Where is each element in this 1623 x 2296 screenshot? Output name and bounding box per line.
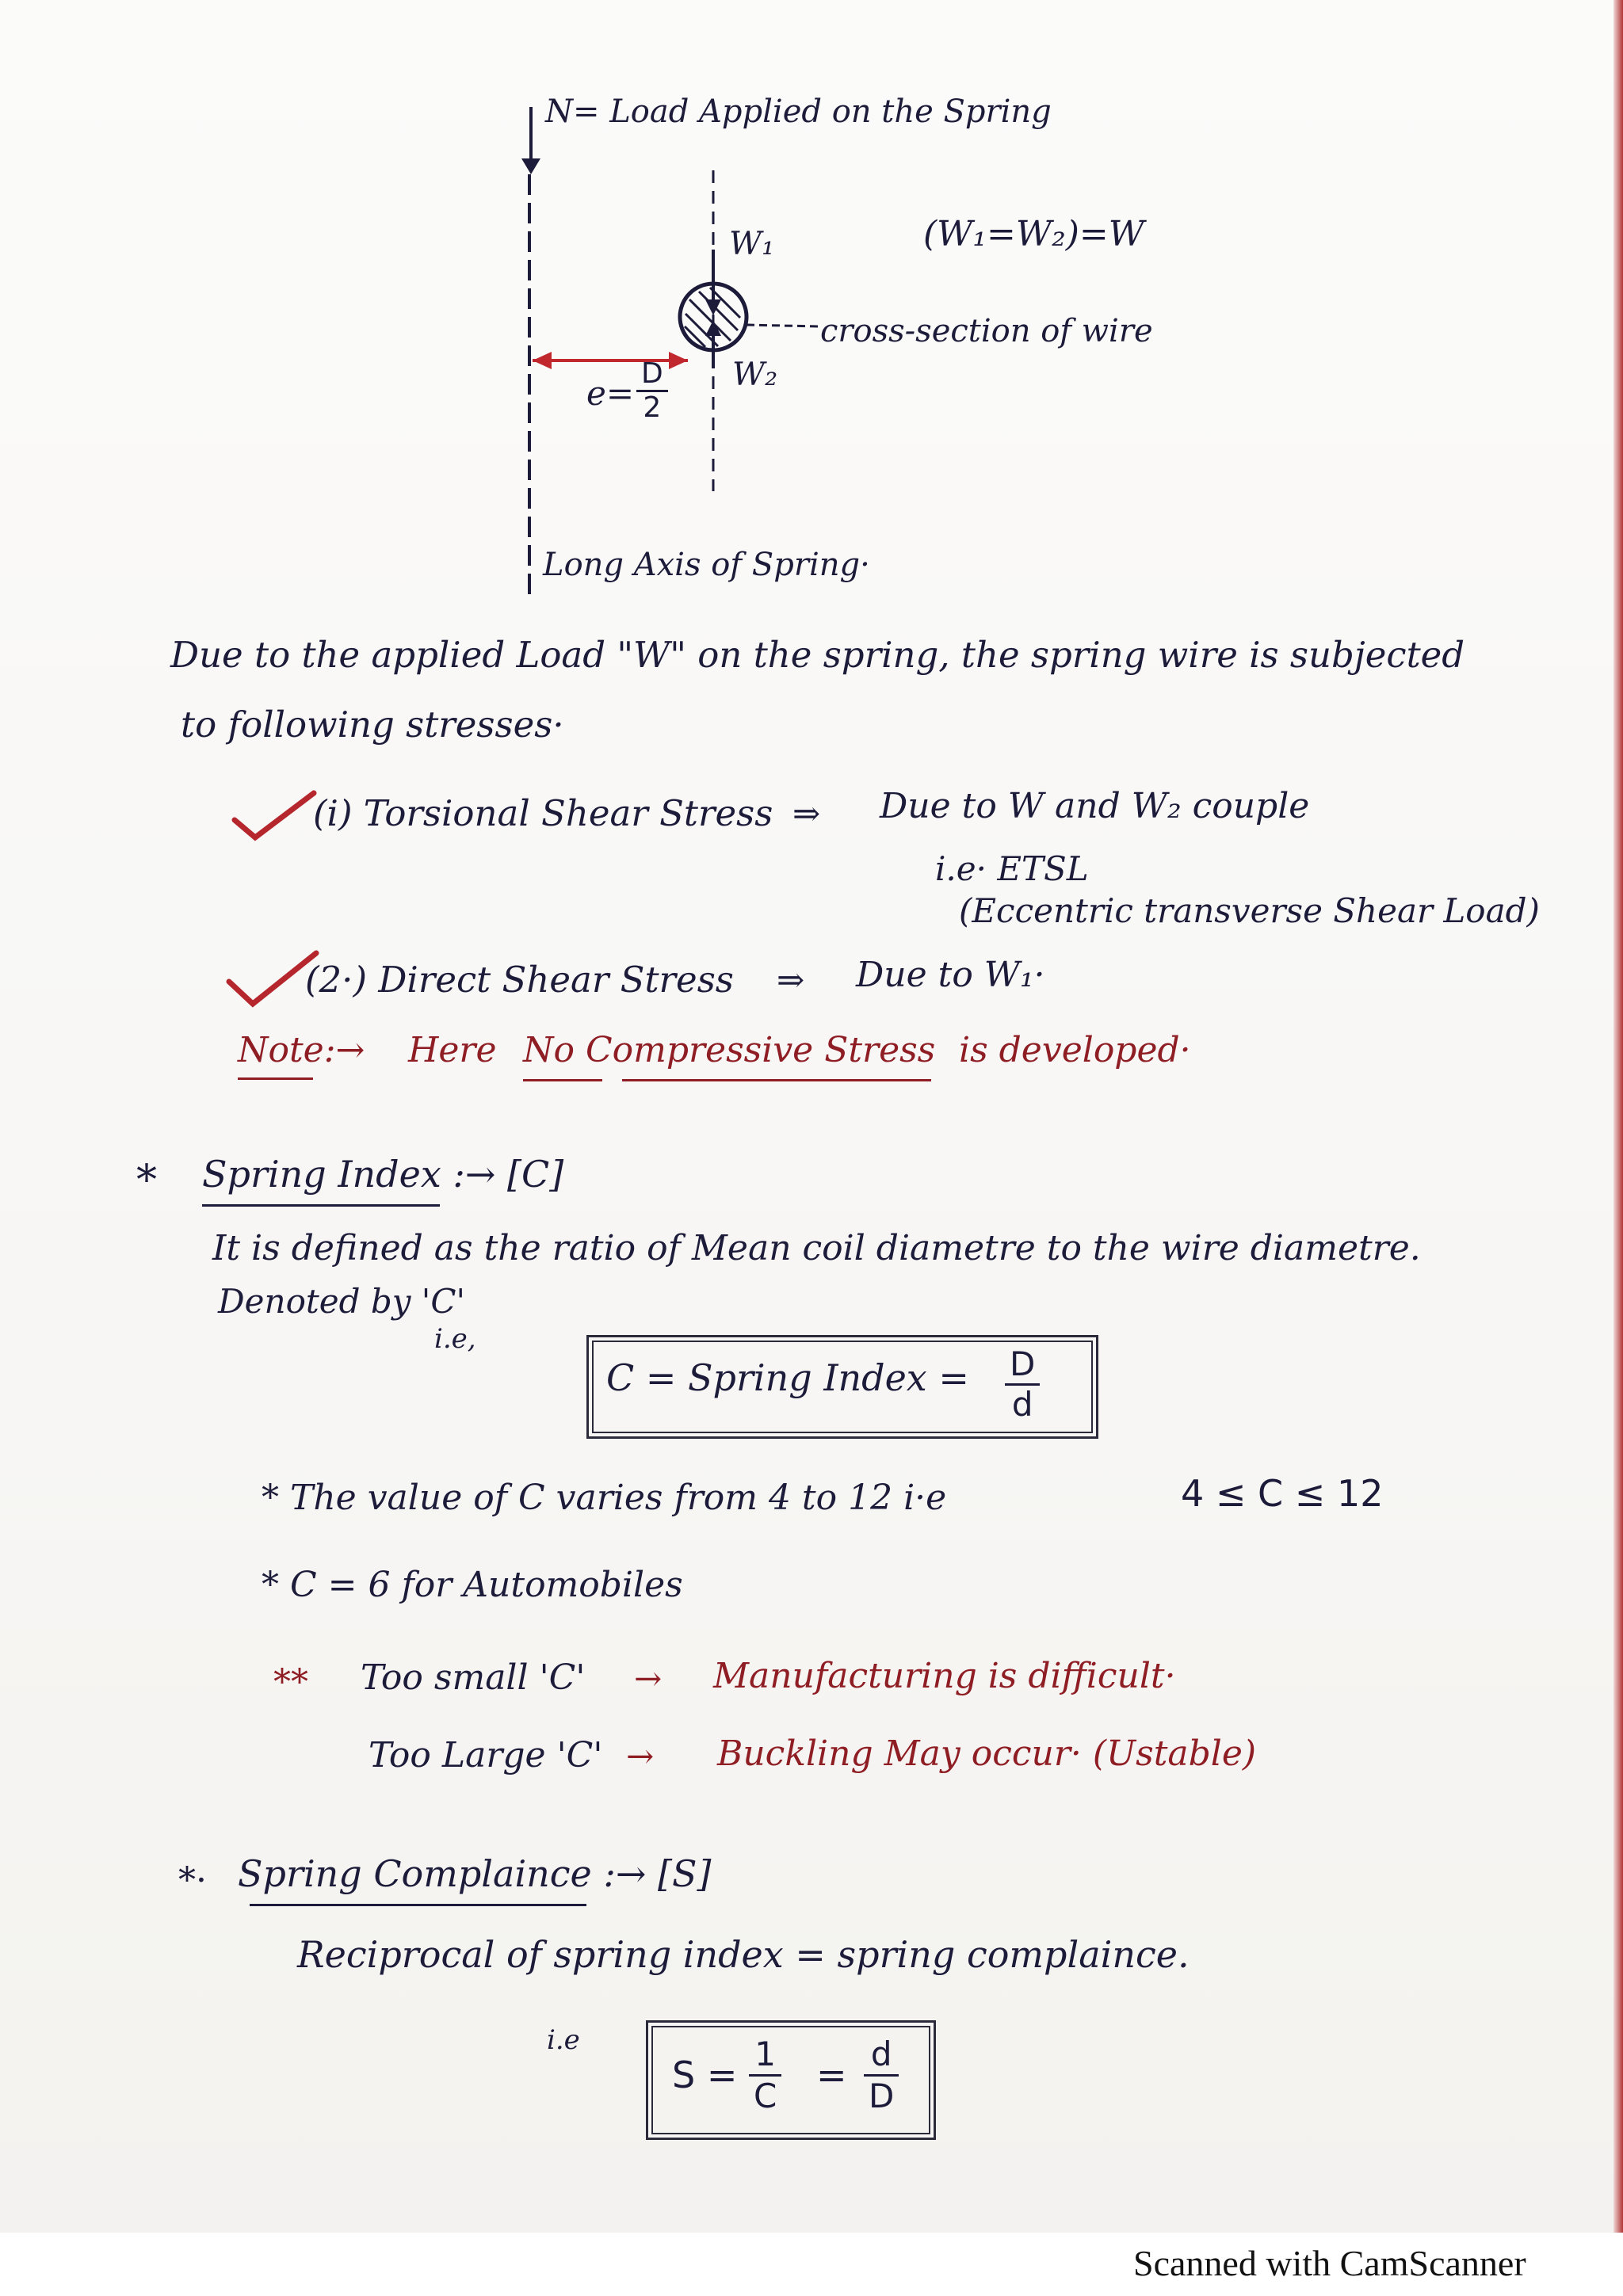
intro-line-2: to following stresses· — [181, 704, 564, 746]
note-text-b: No Compressive Stress — [523, 1030, 936, 1070]
stress-2-cause: Due to W₁· — [856, 955, 1045, 995]
compliance-bullet: *· — [178, 1860, 207, 1901]
spring-diagram — [475, 95, 1189, 618]
spring-index-heading-underline — [202, 1204, 440, 1207]
compliance-heading-underline — [250, 1904, 586, 1906]
note-underline — [238, 1077, 313, 1080]
compliance-formula-eq: = — [816, 2054, 847, 2096]
note-emphasis-underline-2 — [622, 1079, 931, 1081]
stress-1-label: (i) Torsional Shear Stress — [313, 792, 773, 834]
spring-index-formula-lhs: C = Spring Index = — [606, 1356, 969, 1399]
too-small-bullet: ** — [273, 1662, 308, 1703]
compliance-ie: i.e — [547, 2024, 580, 2056]
note-text-a: Here — [408, 1030, 497, 1070]
compliance-fraction-2: $\frac{d}{D}$ — [864, 2035, 899, 2116]
spring-index-bullet: * — [136, 1157, 157, 1204]
too-large-arrow: → — [626, 1737, 655, 1775]
load-label: N= Load Applied on the Spring — [545, 93, 1052, 130]
page-edge-shadow — [1613, 0, 1623, 2296]
too-large-effect: Buckling May occur· (Ustable) — [717, 1733, 1257, 1774]
eccentricity-arrow-right — [669, 352, 688, 369]
spring-index-denoted: Denoted by 'C' — [218, 1282, 466, 1321]
cross-section-label: cross-section of wire — [820, 313, 1153, 349]
equal-loads-label: (W₁=W₂)=W — [923, 214, 1145, 254]
cross-section-leader — [747, 325, 818, 326]
too-small-arrow: → — [634, 1659, 663, 1698]
note-label: Note:→ — [238, 1030, 365, 1070]
w2-label: W₂ — [732, 357, 778, 393]
stress-1-ie: i.e· ETSL — [935, 849, 1089, 888]
stress-2-label: (2·) Direct Shear Stress — [305, 959, 734, 1001]
stress-1-expansion: (Eccentric transverse Shear Load) — [959, 891, 1540, 930]
note-emphasis-underline-1 — [523, 1079, 602, 1081]
spring-index-ie: i.e, — [434, 1323, 476, 1355]
long-axis-label: Long Axis of Spring· — [543, 547, 870, 583]
spring-index-definition: It is defined as the ratio of Mean coil diametre to the wire diametre. — [212, 1228, 1421, 1268]
too-small-label: Too small 'C' — [361, 1657, 586, 1698]
compliance-definition: Reciprocal of spring index = spring complaince. — [297, 1933, 1190, 1976]
load-arrowhead — [521, 158, 540, 174]
compliance-heading: Spring Complaince :→ [S] — [238, 1852, 712, 1895]
too-large-label: Too Large 'C' — [369, 1735, 603, 1775]
check-mark-icon — [231, 788, 319, 844]
stress-1-arrow: ⇒ — [792, 794, 821, 833]
w1-label: W₁ — [729, 226, 775, 262]
spring-index-range: * The value of C varies from 4 to 12 i·e — [262, 1478, 947, 1518]
intro-line-1: Due to the applied Load "W" on the spring, the spring wire is subjected — [170, 634, 1465, 676]
spring-index-formula-fraction: $\frac{D}{d}$ — [1005, 1345, 1040, 1424]
stress-1-cause: Due to W and W₂ couple — [880, 786, 1310, 826]
stress-2-arrow: ⇒ — [777, 960, 805, 999]
compliance-formula-s: S = — [672, 2054, 738, 2096]
spring-index-automobiles: * C = 6 for Automobiles — [262, 1565, 683, 1605]
eccentricity-label: e= — [586, 374, 635, 413]
scanner-watermark: Scanned with CamScanner — [1133, 2243, 1526, 2283]
spring-index-range-math: 4 ≤ C ≤ 12 — [1181, 1472, 1384, 1515]
too-small-effect: Manufacturing is difficult· — [713, 1656, 1176, 1696]
note-text-c: is developed· — [959, 1030, 1191, 1070]
spring-index-heading: Spring Index :→ [C] — [202, 1153, 564, 1196]
compliance-fraction-1: $\frac{1}{C}$ — [749, 2035, 781, 2116]
eccentricity-arrow-left — [533, 352, 552, 369]
eccentricity-fraction: $\frac{D}{2}$ — [636, 358, 668, 424]
